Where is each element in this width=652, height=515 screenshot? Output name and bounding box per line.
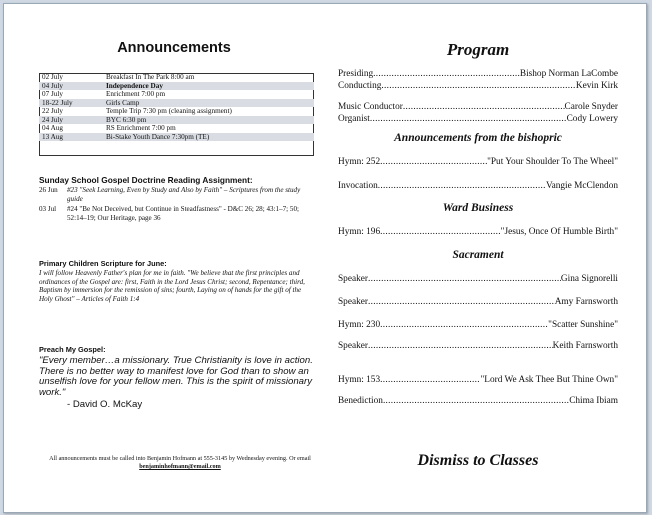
row-label: Invocation xyxy=(338,181,378,191)
primary-title: Primary Children Scripture for June: xyxy=(39,259,167,268)
section-sacrament: Sacrament xyxy=(452,249,504,261)
calendar-row xyxy=(39,133,314,142)
dot-leader xyxy=(368,297,555,307)
calendar-date: 13 Aug xyxy=(39,133,103,142)
row-value: "Put Your Shoulder To The Wheel" xyxy=(487,157,618,167)
program-row-benediction xyxy=(338,396,618,406)
preach-my-gospel-title: Preach My Gospel: xyxy=(39,345,106,354)
row-label: Hymn: 196 xyxy=(338,227,381,237)
footer-text: All announcements must be called into Benjamin Hofmann at 555-3145 by Wednesday evening. Or email xyxy=(49,455,311,462)
row-value: Chima Ibiam xyxy=(569,396,618,406)
program-row-presiding xyxy=(338,69,618,79)
footer-note xyxy=(49,455,311,472)
calendar-date: 04 July xyxy=(39,82,103,91)
calendar-row xyxy=(39,107,314,116)
row-label: Hymn: 153 xyxy=(338,375,381,385)
calendar-date: 07 July xyxy=(42,90,63,98)
row-label: Benediction xyxy=(338,396,383,406)
calendar-date: 24 July xyxy=(39,116,103,125)
row-label: Hymn: 230 xyxy=(338,320,381,330)
program-row-hymn-153 xyxy=(338,375,618,385)
reading-item xyxy=(39,186,319,204)
dot-leader xyxy=(380,320,548,330)
program-row-music-conductor xyxy=(338,102,618,112)
preach-my-gospel-quote: "Every member…a missionary. True Christianity is love in action. There is no better way to manifest love for God than to show an unselfish love for your fellow men. This is the spirit of missionary work." xyxy=(39,355,313,398)
footer-email-link[interactable]: benjaminhofmann@email.com xyxy=(139,463,221,471)
calendar-event: Breakfast In The Park 8:00 am xyxy=(106,73,195,81)
dot-leader xyxy=(368,341,553,351)
dot-leader xyxy=(368,274,561,284)
reading-date: 03 Jul xyxy=(39,205,57,213)
program-row-speaker-1 xyxy=(338,274,618,284)
row-value: Bishop Norman LaCombe xyxy=(519,69,618,79)
calendar-event: Enrichment 7:00 pm xyxy=(106,90,166,98)
calendar-table xyxy=(39,73,314,141)
program-row-invocation xyxy=(338,181,618,191)
primary-text: I will follow Heavenly Father's plan for me in faith. "We believe that the first principles and ordinances of the Gospel are: first, Faith in the Lord Jesus Christ; second, Repentance; third, Baptism by immersion for the remission of sins; fourth, Laying on of hands for the gift of the Holy Ghost" – Articles of Faith 1:4 xyxy=(39,269,305,303)
quote-author: - David O. McKay xyxy=(67,399,143,410)
dot-leader xyxy=(380,227,501,237)
calendar-date: 04 Aug xyxy=(42,124,63,132)
program-row-organist xyxy=(338,114,618,124)
reading-item xyxy=(39,205,319,223)
row-label: Music Conductor xyxy=(338,102,403,112)
row-label: Organist xyxy=(338,114,370,124)
program-title: Program xyxy=(446,40,510,59)
calendar-row xyxy=(39,90,314,99)
row-label: Speaker xyxy=(338,297,368,307)
calendar-event: Bi-Stake Youth Dance 7:30pm (TE) xyxy=(103,133,314,142)
calendar-event: Temple Trip 7:30 pm (cleaning assignment) xyxy=(106,107,232,115)
reading-text: #24 "Be Not Deceived, but Continue in Steadfastness" - D&C 26; 28; 43:1–7; 50; 52:14–19; Our Heritage, page 36 xyxy=(67,205,299,222)
announcements-title: Announcements xyxy=(117,40,231,56)
row-value: Vangie McClendon xyxy=(545,181,618,191)
calendar-date: 18-22 July xyxy=(39,99,103,108)
program-row-hymn-252 xyxy=(338,157,618,167)
calendar-row xyxy=(39,116,314,125)
row-label: Speaker xyxy=(338,341,368,351)
row-label: Presiding xyxy=(338,69,374,79)
dot-leader xyxy=(378,181,546,191)
program-row-hymn-230 xyxy=(338,320,618,330)
dot-leader xyxy=(403,102,565,112)
dot-leader xyxy=(373,69,520,79)
program-row-speaker-3 xyxy=(338,341,618,351)
program-row-hymn-196 xyxy=(338,227,618,237)
calendar-event: BYC 6:30 pm xyxy=(103,116,314,125)
calendar-date: 02 July xyxy=(42,73,63,81)
row-value: Amy Farnsworth xyxy=(554,297,618,307)
calendar-date: 22 July xyxy=(42,107,63,115)
row-label: Speaker xyxy=(338,274,368,284)
program-row-conducting xyxy=(338,81,618,91)
row-value: Carole Snyder xyxy=(564,102,618,112)
dot-leader xyxy=(383,396,569,406)
row-value: Cody Lowery xyxy=(566,114,618,124)
row-value: Kevin Kirk xyxy=(575,81,618,91)
dot-leader xyxy=(381,81,576,91)
section-ward-business: Ward Business xyxy=(442,202,514,214)
calendar-row xyxy=(39,73,314,82)
calendar-event: Girls Camp xyxy=(103,99,314,108)
calendar-event: Independence Day xyxy=(103,82,314,91)
calendar-event: RS Enrichment 7:00 pm xyxy=(106,124,176,132)
row-value: "Lord We Ask Thee But Thine Own" xyxy=(480,375,618,385)
dot-leader xyxy=(380,157,487,167)
reading-date: 26 Jun xyxy=(39,186,58,194)
calendar-row xyxy=(39,82,314,91)
dot-leader xyxy=(370,114,567,124)
sunday-school-title: Sunday School Gospel Doctrine Reading Assignment: xyxy=(39,175,253,185)
row-label: Hymn: 252 xyxy=(338,157,381,167)
calendar-row xyxy=(39,124,314,133)
program-row-speaker-2 xyxy=(338,297,618,307)
calendar-row xyxy=(39,99,314,108)
dot-leader xyxy=(380,375,480,385)
row-value: Gina Signorelli xyxy=(560,274,618,284)
section-bishopric: Announcements from the bishopric xyxy=(394,132,562,144)
row-value: Keith Farnsworth xyxy=(552,341,618,351)
row-label: Conducting xyxy=(338,81,382,91)
row-value: "Jesus, Once Of Humble Birth" xyxy=(500,227,618,237)
row-value: "Scatter Sunshine" xyxy=(548,320,618,330)
reading-text: #23 "Seek Learning, Even by Study and Also by Faith" – Scriptures from the study guide xyxy=(67,186,301,203)
dismiss-to-classes: Dismiss to Classes xyxy=(417,452,539,469)
bulletin-page xyxy=(3,3,647,513)
